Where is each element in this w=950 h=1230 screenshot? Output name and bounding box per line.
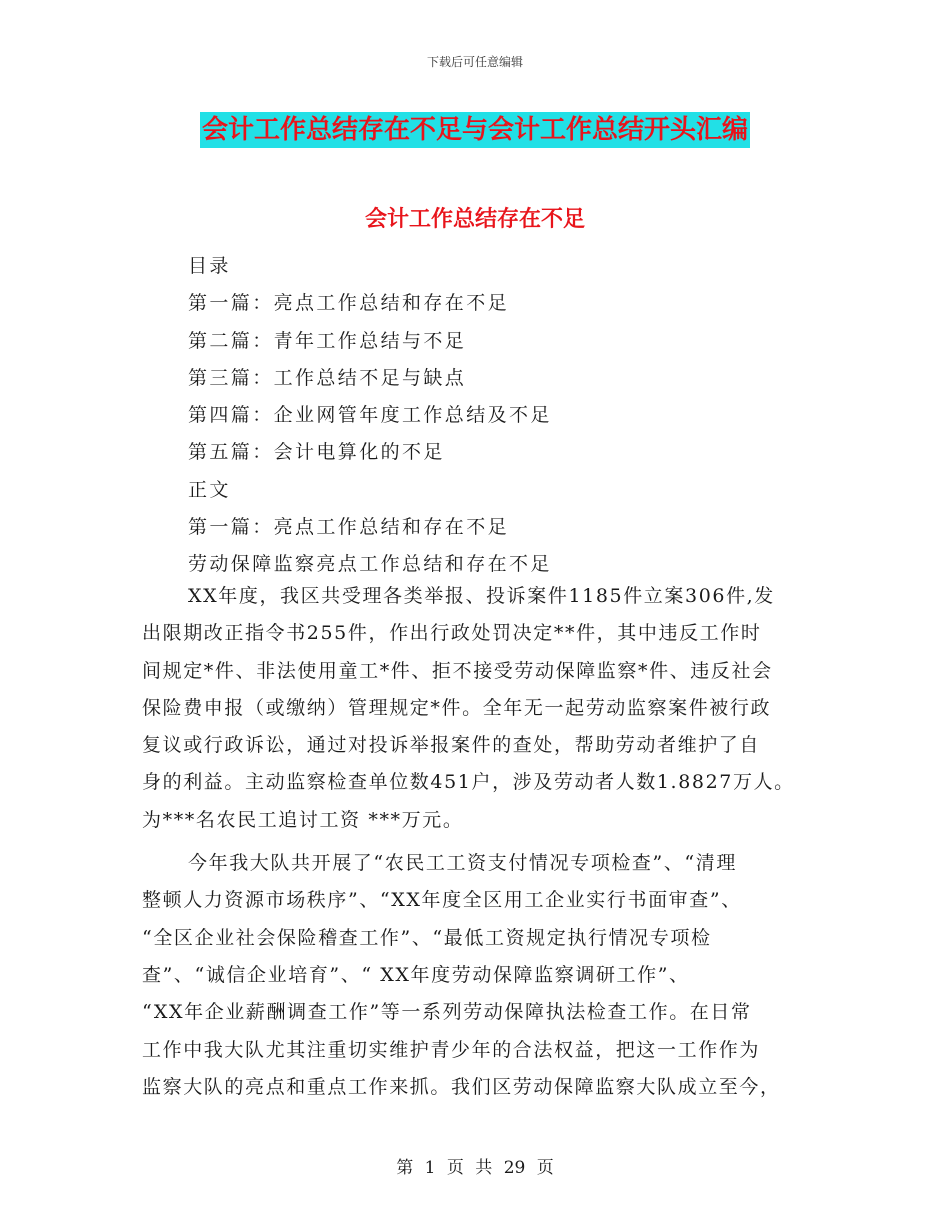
paragraph-line: 监察大队的亮点和重点工作来抓。我们区劳动保障监察大队成立至今， bbox=[142, 1075, 781, 1098]
paragraph-line: 身的利益。主动监察检查单位数451户，涉及劳动者人数1.8827万人。 bbox=[142, 771, 795, 794]
table-of-contents bbox=[188, 248, 552, 584]
paragraph-line: XX年度，我区共受理各类举报、投诉案件1185件立案306件,发 bbox=[188, 585, 775, 607]
body-heading: 正文 bbox=[188, 478, 231, 501]
main-title: 会计工作总结存在不足与会计工作总结开头汇编 bbox=[200, 112, 750, 148]
paragraph-line: 整顿人力资源市场秩序”、“XX年度全区用工企业实行书面审查”、 bbox=[142, 889, 742, 912]
paragraph-line: “XX年企业薪酬调查工作”等一系列劳动保障执法检查工作。在日常 bbox=[142, 1001, 752, 1024]
toc-item: 第三篇：工作总结不足与缺点 bbox=[188, 366, 467, 389]
paragraph-line: 工作中我大队尤其注重切实维护青少年的合法权益，把这一工作作为 bbox=[142, 1038, 761, 1061]
section-subheading: 劳动保障监察亮点工作总结和存在不足 bbox=[188, 553, 552, 576]
body-text bbox=[142, 578, 812, 1106]
paragraph bbox=[142, 578, 812, 839]
page-header-note: 下载后可任意编辑 bbox=[426, 55, 523, 69]
paragraph-line: 出限期改正指令书255件，作出行政处罚决定**件，其中违反工作时 bbox=[142, 622, 762, 645]
toc-heading: 目录 bbox=[188, 255, 231, 277]
page-number-footer: 第 1 页 共 29 页 bbox=[396, 1158, 554, 1178]
paragraph-line: 查”、“诚信企业培育”、“ XX年度劳动保障监察调研工作”、 bbox=[142, 963, 690, 986]
paragraph-line: “全区企业社会保险稽查工作”、“最低工资规定执行情况专项检 bbox=[142, 926, 712, 949]
sub-title: 会计工作总结存在不足 bbox=[364, 207, 585, 232]
toc-item: 第二篇：青年工作总结与不足 bbox=[188, 329, 467, 352]
section-heading: 第一篇：亮点工作总结和存在不足 bbox=[188, 516, 510, 539]
paragraph-line: 今年我大队共开展了“农民工工资支付情况专项检查”、“清理 bbox=[188, 852, 737, 875]
paragraph bbox=[142, 845, 812, 1106]
paragraph-line: 为***名农民工追讨工资 ***万元。 bbox=[142, 808, 464, 831]
toc-item: 第四篇：企业网管年度工作总结及不足 bbox=[188, 404, 552, 427]
toc-item: 第一篇：亮点工作总结和存在不足 bbox=[188, 292, 510, 315]
paragraph-line: 保险费申报（或缴纳）管理规定*件。全年无一起劳动监察案件被行政 bbox=[142, 696, 772, 719]
toc-item: 第五篇：会计电算化的不足 bbox=[188, 441, 445, 464]
paragraph-line: 复议或行政诉讼，通过对投诉举报案件的查处，帮助劳动者维护了自 bbox=[142, 734, 761, 757]
main-title-container bbox=[0, 112, 950, 148]
paragraph-line: 间规定*件、非法使用童工*件、拒不接受劳动保障监察*件、违反社会 bbox=[142, 659, 773, 682]
